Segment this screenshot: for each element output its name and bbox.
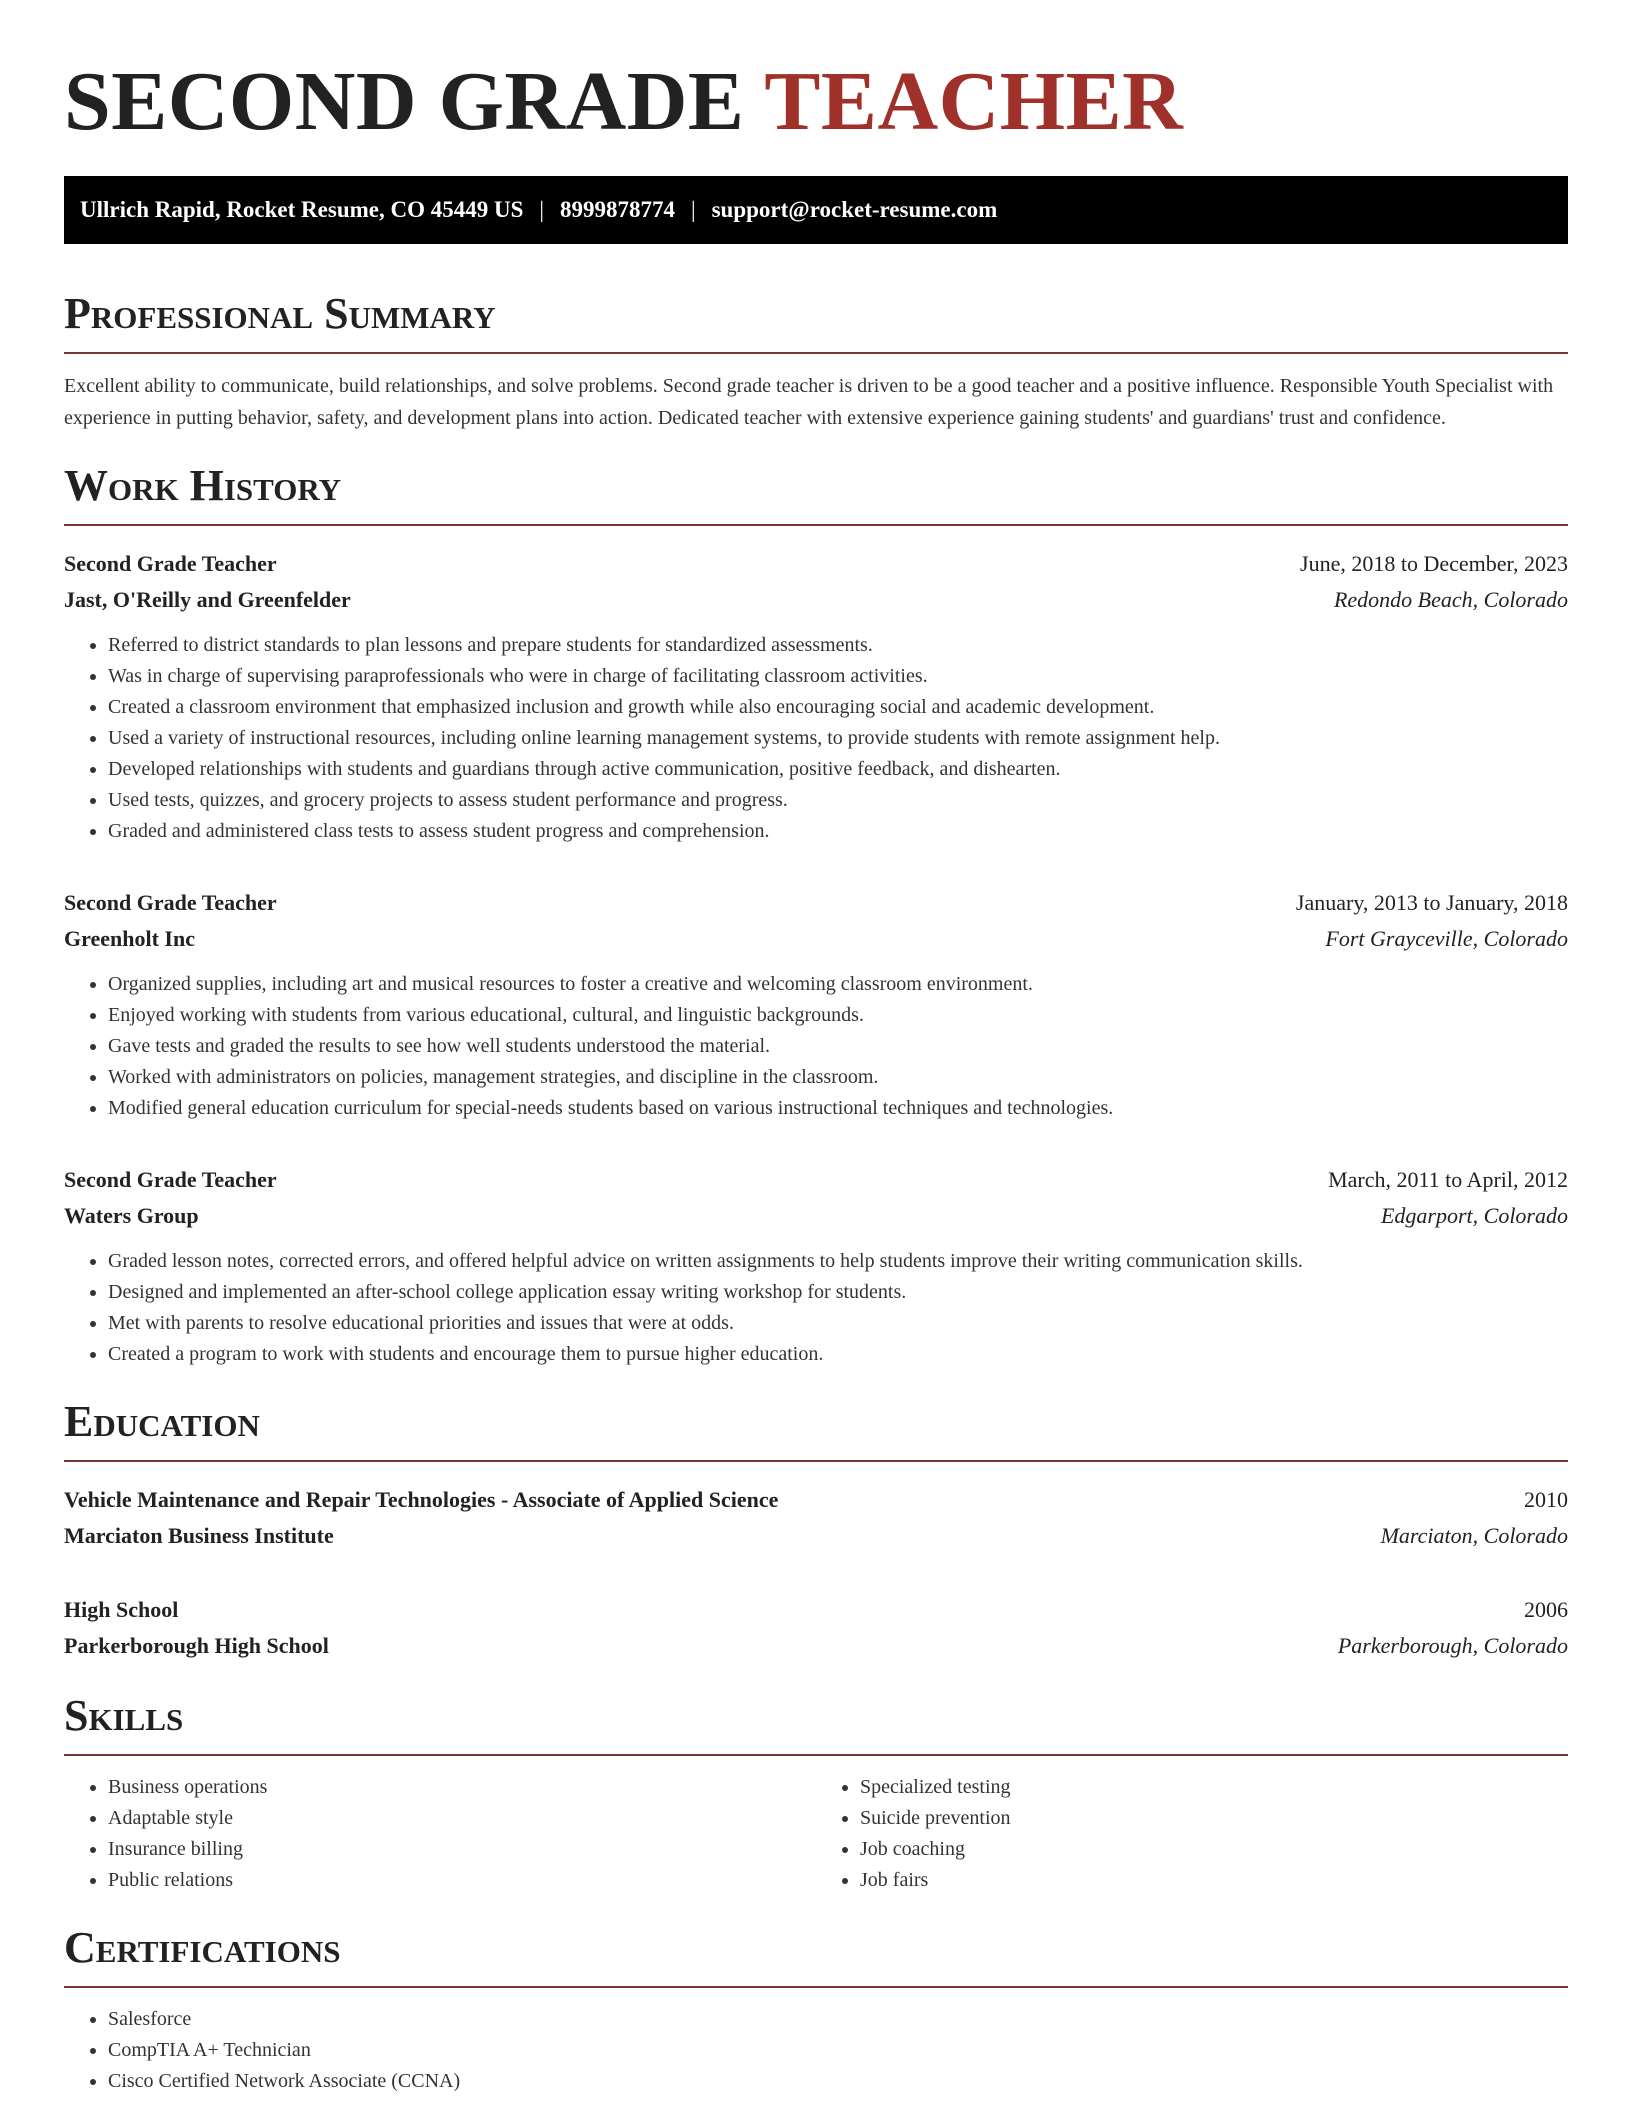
section-divider	[64, 1986, 1568, 1988]
job-list	[64, 546, 1568, 1370]
section-divider	[64, 524, 1568, 526]
job-location: Fort Grayceville, Colorado	[1325, 926, 1568, 951]
summary-section	[64, 288, 1568, 434]
list-item: • Modified general education curriculum for special-needs students based on various instructional techniques and technologies.	[108, 1093, 1568, 1124]
page-title	[64, 54, 1568, 150]
list-item: • Met with parents to resolve educational priorities and issues that were at odds.	[108, 1308, 1568, 1339]
education-location: Parkerborough, Colorado	[1337, 1633, 1568, 1658]
job-location: Redondo Beach, Colorado	[1333, 587, 1568, 612]
education-heading: Education	[64, 1397, 260, 1446]
education-location: Marciaton, Colorado	[1380, 1523, 1568, 1548]
education-row	[64, 1628, 1568, 1664]
job-dates: January, 2013 to January, 2018	[1295, 890, 1568, 915]
list-item: • Gave tests and graded the results to see how well students understood the material.	[108, 1031, 1568, 1062]
skills-section	[64, 1690, 1568, 1896]
education-entry	[64, 1482, 1568, 1554]
education-year: 2010	[1524, 1487, 1568, 1512]
job-company: Waters Group	[64, 1203, 199, 1228]
certification-item: • CompTIA A+ Technician	[108, 2035, 1568, 2066]
job-company: Greenholt Inc	[64, 926, 195, 951]
job-title: Second Grade Teacher	[64, 890, 277, 915]
skill-item: • Specialized testing	[860, 1772, 1568, 1803]
list-item: • Created a classroom environment that emphasized inclusion and growth while also encouraging social and academic development.	[108, 692, 1568, 723]
job-bullets	[64, 969, 1568, 1124]
job-title: Second Grade Teacher	[64, 551, 277, 576]
list-item: • Referred to district standards to plan lessons and prepare students for standardized assessments.	[108, 630, 1568, 661]
skill-item: • Business operations	[108, 1772, 816, 1803]
certification-item: • Cisco Certified Network Associate (CCNA)	[108, 2066, 1568, 2097]
job-row	[64, 921, 1568, 957]
list-item: • Used a variety of instructional resources, including online learning management systems, to provide students with remote assignment help.	[108, 723, 1568, 754]
skill-item: • Job coaching	[860, 1834, 1568, 1865]
contact-separator: |	[691, 197, 696, 222]
list-item: • Graded lesson notes, corrected errors, and offered helpful advice on written assignments to help students improve their writing communication skills.	[108, 1246, 1568, 1277]
job-bullets	[64, 1246, 1568, 1370]
contact-separator: |	[539, 197, 544, 222]
skill-item: • Adaptable style	[108, 1803, 816, 1834]
list-item: • Graded and administered class tests to assess student progress and comprehension.	[108, 816, 1568, 847]
list-item: • Enjoyed working with students from various educational, cultural, and linguistic backgrounds.	[108, 1000, 1568, 1031]
job-location: Edgarport, Colorado	[1380, 1203, 1568, 1228]
list-item: • Used tests, quizzes, and grocery projects to assess student performance and progress.	[108, 785, 1568, 816]
education-entry	[64, 1592, 1568, 1664]
education-list	[64, 1482, 1568, 1664]
summary-text: Excellent ability to communicate, build relationships, and solve problems. Second grade teacher is driven to be a good teacher and a positive influence. Responsible Youth Specialist with experience in putting behavior, safety, and development plans into action. Dedicated teacher with extensive experience gaining students' and guardians' trust and confidence.	[64, 375, 1554, 429]
section-divider	[64, 352, 1568, 354]
skill-item: • Suicide prevention	[860, 1803, 1568, 1834]
education-row	[64, 1518, 1568, 1554]
job-entry	[64, 885, 1568, 1124]
job-row	[64, 582, 1568, 618]
education-school: Parkerborough High School	[64, 1633, 329, 1658]
education-degree: Vehicle Maintenance and Repair Technologies - Associate of Applied Science	[64, 1487, 779, 1512]
skills-grid	[64, 1772, 1568, 1896]
certifications-section	[64, 1922, 1568, 2097]
job-dates: March, 2011 to April, 2012	[1328, 1167, 1568, 1192]
job-row	[64, 1162, 1568, 1198]
job-company: Jast, O'Reilly and Greenfelder	[64, 587, 351, 612]
job-dates: June, 2018 to December, 2023	[1300, 551, 1568, 576]
skills-heading: Skills	[64, 1691, 184, 1740]
job-row	[64, 885, 1568, 921]
education-school: Marciaton Business Institute	[64, 1523, 334, 1548]
education-degree: High School	[64, 1597, 179, 1622]
skill-item: • Job fairs	[860, 1865, 1568, 1896]
job-bullets	[64, 630, 1568, 847]
title-accent: TEACHER	[764, 55, 1184, 148]
certifications-heading: Certifications	[64, 1923, 341, 1972]
list-item: • Created a program to work with students and encourage them to pursue higher education.	[108, 1339, 1568, 1370]
list-item: • Organized supplies, including art and musical resources to foster a creative and welcoming classroom environment.	[108, 969, 1568, 1000]
certifications-list	[64, 2004, 1568, 2097]
education-year: 2006	[1524, 1597, 1568, 1622]
section-divider	[64, 1460, 1568, 1462]
skill-item: • Insurance billing	[108, 1834, 816, 1865]
summary-heading: Professional Summary	[64, 289, 496, 338]
skill-item: • Public relations	[108, 1865, 816, 1896]
work-history-section	[64, 460, 1568, 1370]
education-row	[64, 1482, 1568, 1518]
education-section	[64, 1396, 1568, 1664]
title-main: SECOND GRADE	[64, 55, 745, 148]
work-history-heading: Work History	[64, 461, 342, 510]
list-item: • Developed relationships with students and guardians through active communication, positive feedback, and dishearten.	[108, 754, 1568, 785]
contact-address: Ullrich Rapid, Rocket Resume, CO 45449 US	[80, 197, 524, 222]
certification-item: • Salesforce	[108, 2004, 1568, 2035]
list-item: • Worked with administrators on policies, management strategies, and discipline in the classroom.	[108, 1062, 1568, 1093]
section-divider	[64, 1754, 1568, 1756]
education-row	[64, 1592, 1568, 1628]
job-entry	[64, 546, 1568, 847]
list-item: • Was in charge of supervising paraprofessionals who were in charge of facilitating classroom activities.	[108, 661, 1568, 692]
list-item: • Designed and implemented an after-school college application essay writing workshop for students.	[108, 1277, 1568, 1308]
job-entry	[64, 1162, 1568, 1370]
contact-email: support@rocket-resume.com	[711, 197, 998, 222]
job-row	[64, 546, 1568, 582]
job-title: Second Grade Teacher	[64, 1167, 277, 1192]
job-row	[64, 1198, 1568, 1234]
skills-list-right	[816, 1772, 1568, 1896]
contact-phone: 8999878774	[560, 197, 675, 222]
contact-bar	[64, 176, 1568, 244]
skills-list-left	[64, 1772, 816, 1896]
